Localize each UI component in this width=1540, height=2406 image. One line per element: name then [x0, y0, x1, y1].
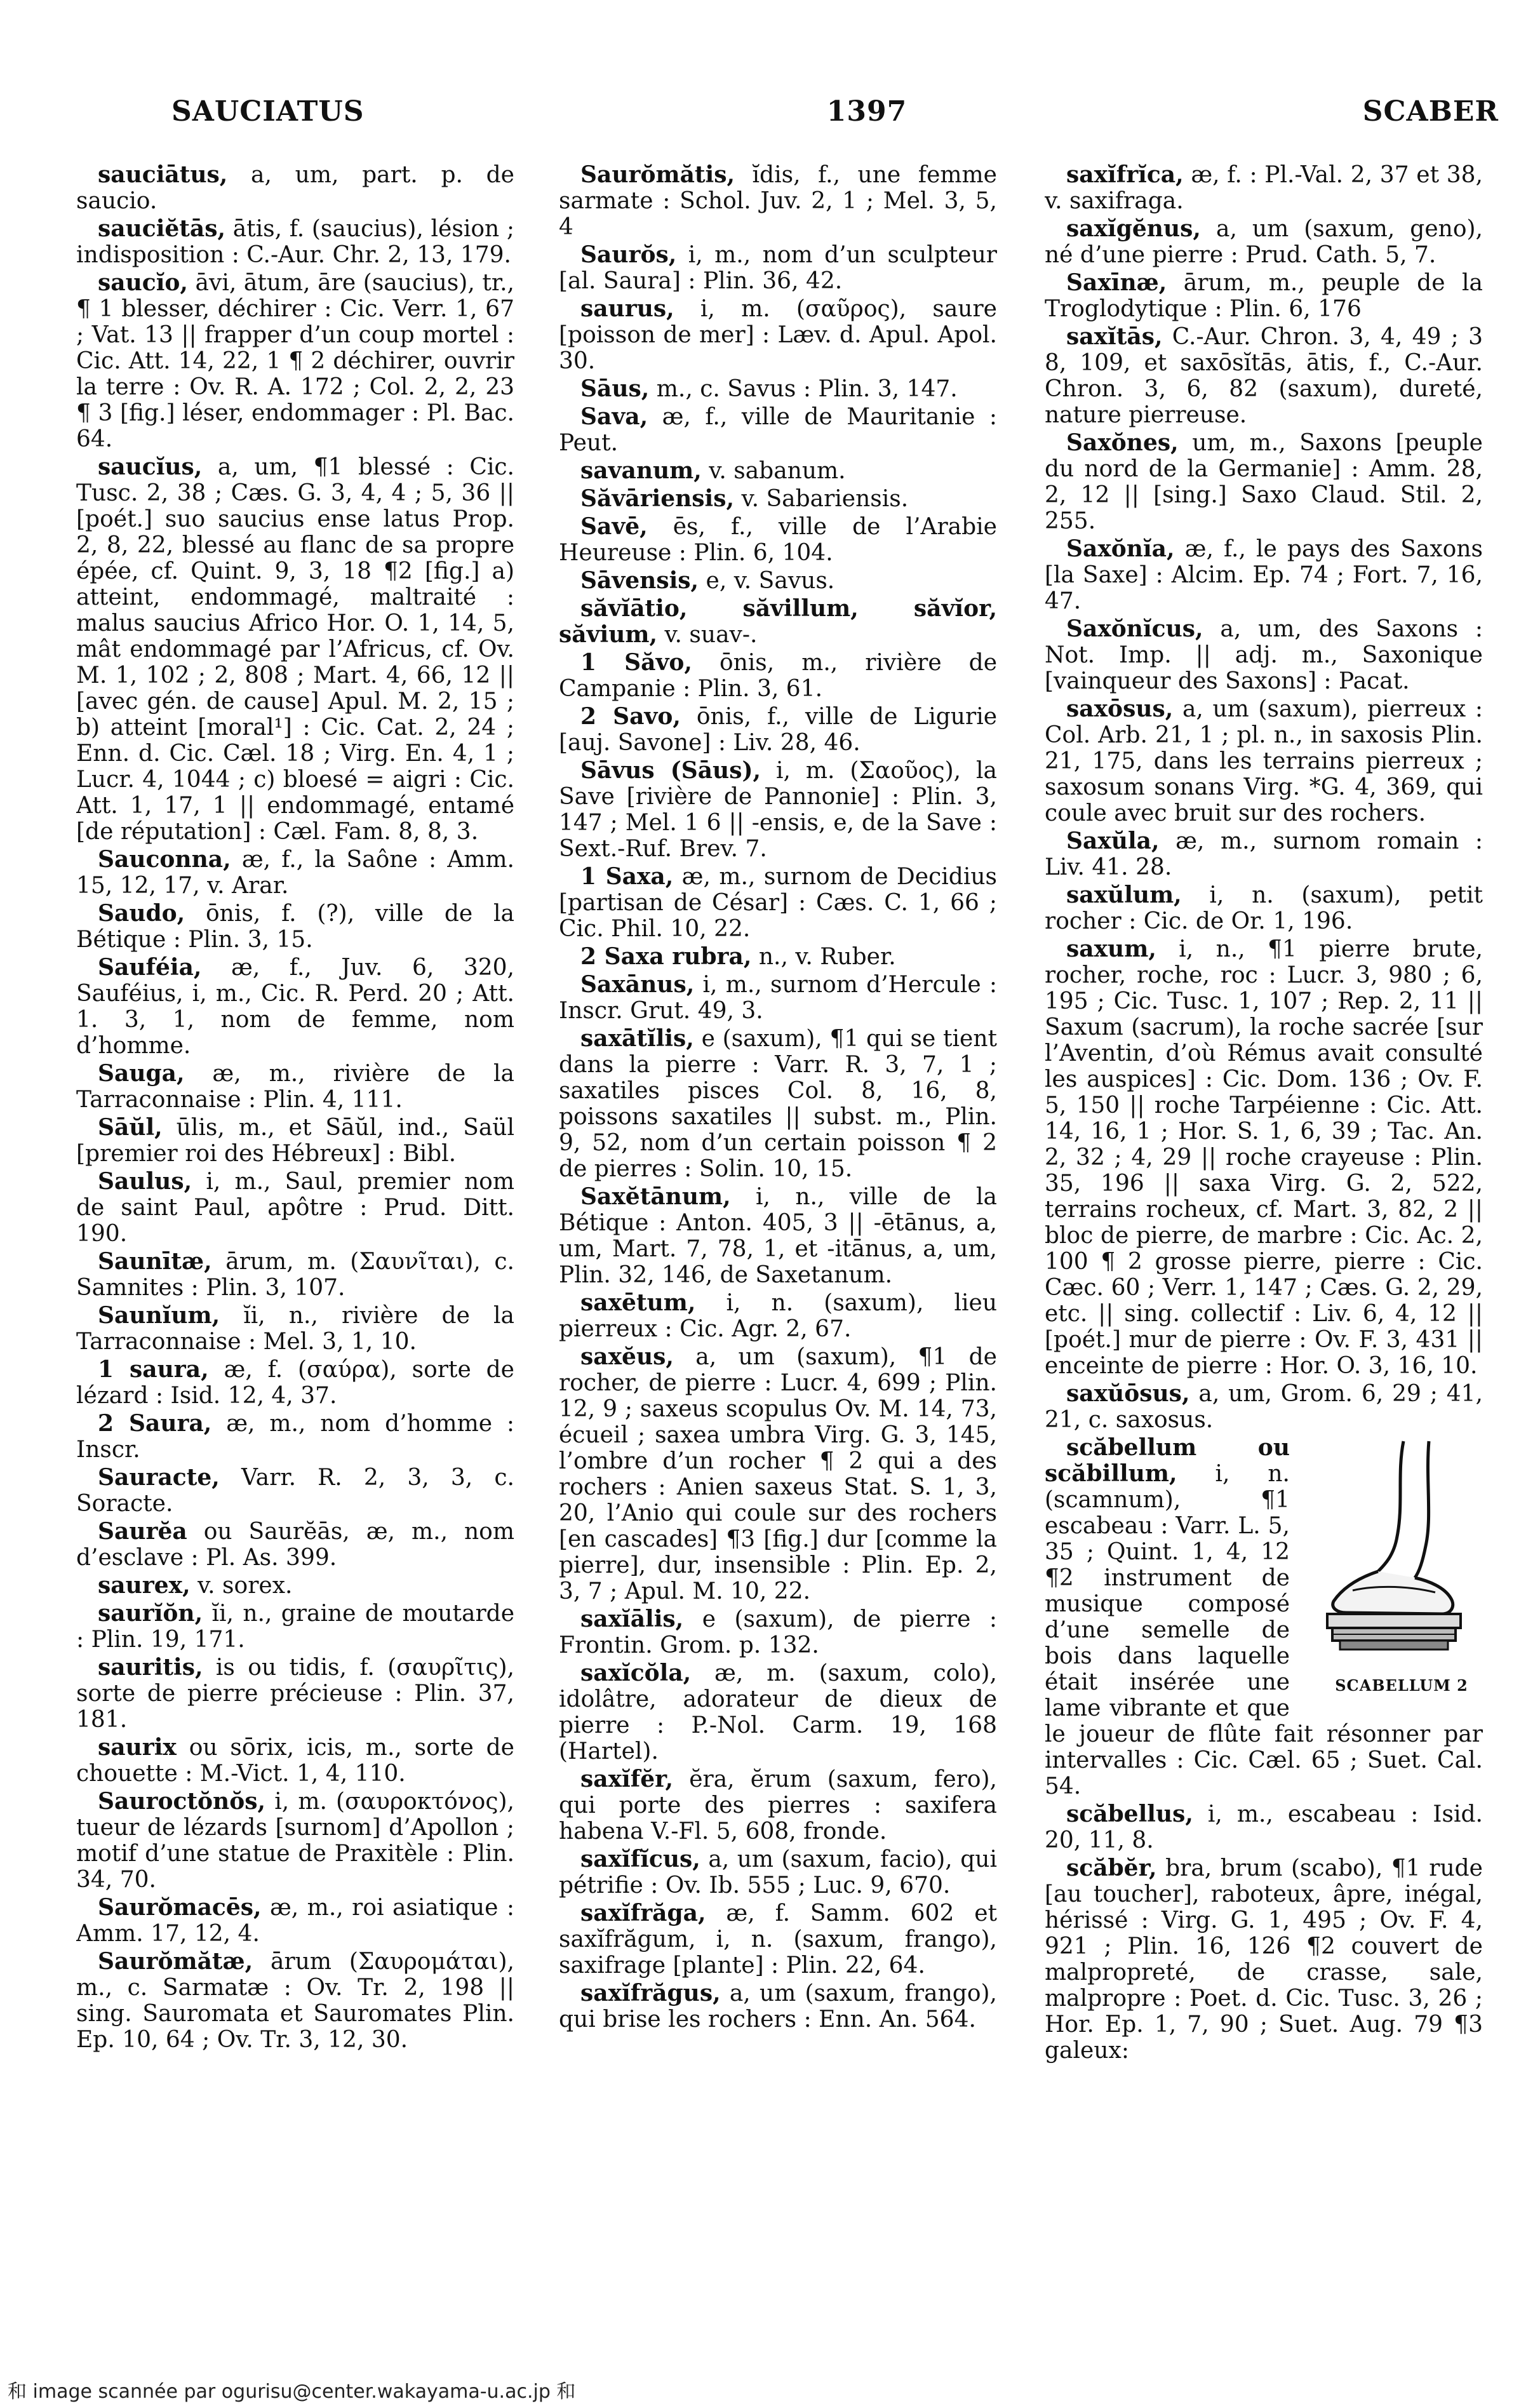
dictionary-entry [1045, 1801, 1483, 1853]
headword: săvĭātio, săvillum, săvĭor, săvium, [559, 595, 997, 648]
dictionary-entry [559, 514, 997, 566]
entry-definition: i, m., nom d’un sculpteur [al. Saura] : Plin. 36, 42. [559, 242, 997, 294]
headword: saxĭgĕnus, [1066, 215, 1201, 242]
headword: 2 Saxa rubra, [580, 943, 752, 970]
dictionary-entry [76, 270, 514, 452]
entry-definition: C.-Aur. Chron. 3, 4, 49 ; 3 8, 109, et saxōsĭtās, ātis, f., C.-Aur. Chron. 3, 6, 82 (saxum), dureté, nature pierreuse. [1045, 324, 1483, 428]
headword: savanum, [580, 457, 702, 484]
dictionary-entry [559, 404, 997, 456]
entry-definition: v. Sabariensis. [741, 486, 909, 512]
headword: Sāvus (Sāus), [580, 757, 761, 784]
entry-definition: a, um (saxum), pierreux : Col. Arb. 21, 1 ; pl. n., in saxosis Plin. 21, 175, dans les terrains pierreux ; saxosum sonans Virg. *G. 4, 369, qui coule avec bruit sur des rochers. [1045, 696, 1483, 826]
entry-definition: æ, f., la Saône : Amm. 15, 12, 17, v. Arar. [76, 847, 514, 899]
dictionary-entry [559, 568, 997, 594]
headword: saxĭtās, [1066, 323, 1163, 350]
dictionary-entry [76, 1061, 514, 1113]
entry-definition: a, um, part. p. de saucio. [76, 162, 514, 214]
entry-definition: ārum (Σαυρομάται), m., c. Sarmatæ : Ov. Tr. 2, 198 || sing. Sauromata et Sauromates Plin. Ep. 10, 64 ; Ov. Tr. 3, 12, 30. [76, 1949, 514, 2053]
dictionary-entry [559, 1026, 997, 1182]
entry-definition: e (saxum), ¶1 qui se tient dans la pierre : Varr. R. 3, 7, 1 ; saxatiles pisces Col. 8, 16, 8, poissons saxatiles || subst. m., Plin. 9, 52, nom d’un certain poisson ¶ 2 de pierres : Solin. 10, 15. [559, 1026, 997, 1182]
headword: saxōsus, [1066, 696, 1174, 722]
dictionary-entry [559, 1660, 997, 1764]
headword: Saunĭum, [98, 1302, 220, 1329]
entry-definition: æ, f. : Pl.-Val. 2, 37 et 38, v. saxifraga. [1045, 162, 1483, 214]
dictionary-entry [76, 1249, 514, 1301]
headword: saxum, [1066, 936, 1156, 962]
dictionary-entry [559, 1606, 997, 1658]
entry-definition: æ, f., le pays des Saxons [la Saxe] : Alcim. Ep. 74 ; Fort. 7, 16, 47. [1045, 536, 1483, 614]
entry-definition: i, n., ¶1 pierre brute, rocher, roche, roc : Lucr. 3, 980 ; 6, 195 ; Cic. Tusc. 1, 107 ; Rep. 2, 11 || Saxum (sacrum), la roche sacrée [sur l’Aventin, d’où Rémus avait consulté les auspices] : Cic. Dom. 136 ; Ov. F. 5, 150 || roche Tarpéienne : Cic. Att. 14, 16, 1 ; Hor. S. 1, 6, 39 ; Tac. An. 2, 32 ; 4, 29 || roche crayeuse : Plin. 35, 196 || saxa Virg. G. 2, 522, terrains rocheux, cf. Mart. 3, 82, 2 || bloc de pierre, de marbre : Cic. Ac. 2, 100 ¶ 2 grosse pierre, pierre : Cic. Cæc. 60 ; Verr. 1, 147 ; Cæs. G. 2, 29, etc. || sing. collectif : Liv. 6, 4, 12 || [poét.] mur de pierre : Ov. F. 3, 431 || enceinte de pierre : Hor. O. 3, 16, 10. [1045, 936, 1483, 1379]
entry-definition: v. suav-. [664, 622, 758, 648]
entry-definition: ēs, f., ville de l’Arabie Heureuse : Plin. 6, 104. [559, 514, 997, 566]
headword: Saurŏmătæ, [98, 1948, 253, 1975]
headword: saurex, [98, 1572, 191, 1599]
headword: Sauga, [98, 1060, 185, 1087]
dictionary-entry [76, 1789, 514, 1893]
dictionary-entry [1045, 324, 1483, 428]
entry-definition: æ, m., surnom de Decidius [partisan de César] : Cæs. C. 1, 66 ; Cic. Phil. 10, 22. [559, 864, 997, 942]
entry-definition: i, m. (Σαοῦος), la Save [rivière de Pannonie] : Plin. 3, 147 ; Mel. 1 6 || -ensis, e, de la Save : Sext.-Ruf. Brev. 7. [559, 758, 997, 862]
headword: Saurŏmacēs, [98, 1894, 262, 1921]
entry-definition: is ou tidis, f. (σαυρῖτις), sorte de pierre précieuse : Plin. 37, 181. [76, 1655, 514, 1733]
dictionary-entry [1045, 270, 1483, 322]
entry-definition: ātis, f. (saucius), lésion ; indisposition : C.-Aur. Chr. 2, 13, 179. [76, 216, 514, 268]
headword: 2 Saura, [98, 1410, 212, 1437]
entry-definition: v. sorex. [198, 1573, 293, 1599]
headword: Sauroctŏnŏs, [98, 1788, 266, 1815]
dictionary-entry [76, 901, 514, 953]
dictionary-entry [76, 1655, 514, 1733]
headword: Sāus, [580, 375, 650, 402]
headword: Saurŏs, [580, 241, 677, 268]
headword: Savē, [580, 513, 648, 540]
headword: Saxānus, [580, 971, 695, 998]
column-3 [1045, 162, 1483, 2309]
headword: Saulus, [98, 1168, 192, 1195]
entry-definition: æ, f. Samm. 602 et saxĭfrăgum, i, n. (saxum, frango), saxifrage [plante] : Plin. 22, 64. [559, 1900, 997, 1979]
entry-definition: ōnis, f., ville de Ligurie [auj. Savone] : Liv. 28, 46. [559, 704, 997, 756]
dictionary-entry [559, 1980, 997, 2033]
entry-definition: m., c. Savus : Plin. 3, 147. [656, 376, 958, 402]
entry-definition: i, n. (scamnum), ¶1 escabeau : Varr. L. 5, 35 ; Quint. 1, 4, 12 ¶2 instrument de musique composé d’une semelle de bois dans laquelle était insérée une lame vibrante et que le joueur de flûte fait résonner par intervalles : Cic. Cæl. 65 ; Suet. Cal. 54. [1045, 1461, 1483, 1799]
headword: saxŭōsus, [1066, 1380, 1190, 1407]
headword: sauciātus, [98, 162, 228, 188]
dictionary-entry [559, 972, 997, 1024]
entry-definition: æ, m., surnom romain : Liv. 41. 28. [1045, 828, 1483, 880]
dictionary-entry [559, 458, 997, 484]
dictionary-entry [1045, 536, 1483, 614]
headword: Saxīnæ, [1066, 269, 1167, 296]
headword: scăbellus, [1066, 1801, 1193, 1827]
dictionary-entry [76, 1601, 514, 1653]
entry-definition: a, um (saxum), ¶1 de rocher, de pierre : Lucr. 4, 699 ; Plin. 12, 9 ; saxeus scopulus Ov. M. 14, 73, écueil ; saxea umbra Virg. G. 3, 145, l’ombre d’un rocher ¶ 2 qui a des rochers : Anien saxeus Stat. S. 1, 3, 20, l’Anio qui coule sur des rochers [en cascades] ¶3 [fig.] dur [comme la pierre], dur, insensible : Plin. Ep. 2, 3, 7 ; Apul. M. 10, 22. [559, 1344, 997, 1604]
headword: saxĭfrĭca, [1066, 162, 1184, 188]
headword: saucĭus, [98, 454, 203, 480]
figure-caption: SCABELLUM 2 [1335, 1676, 1468, 1695]
dictionary-entry [1045, 1381, 1483, 1433]
entry-definition: n., v. Ruber. [758, 944, 896, 970]
entry-definition: i, m., surnom d’Hercule : Inscr. Grut. 49, 3. [559, 972, 997, 1024]
entry-definition: v. sabanum. [709, 458, 846, 484]
headword: Saxŏnĭcus, [1066, 615, 1203, 642]
dictionary-entry [76, 1169, 514, 1247]
headword: Saurŏmătis, [580, 162, 735, 188]
dictionary-entry [559, 1766, 997, 1845]
entry-definition: a, um, des Saxons : Not. Imp. || adj. m., Saxonique [vainqueur des Saxons] : Pacat. [1045, 616, 1483, 694]
dictionary-entry-scabellum [1045, 1435, 1483, 1799]
column-1 [76, 162, 514, 2309]
entry-definition: e, v. Savus. [706, 568, 835, 594]
entry-definition: a, um, ¶1 blessé : Cic. Tusc. 2, 38 ; Cæs. G. 3, 4, 4 ; 5, 36 || [poét.] suo saucius ense latus Prop. 2, 8, 22, blessé au flanc de sa propre épée, cf. Quint. 9, 3, 18 ¶2 [fig.] a) atteint, endommagé, maltraité : malus saucius Africo Hor. O. 1, 14, 5, mât endommagé par l’Africus, cf. Ov. M. 1, 102 ; 2, 808 ; Mart. 4, 66, 12 || [avec gén. de cause] Apul. M. 2, 15 ; b) atteint [moral¹] : Cic. Cat. 2, 24 ; Enn. d. Cic. Cæl. 18 ; Virg. En. 4, 1 ; Lucr. 4, 1044 ; c) bloesé = aigri : Cic. Att. 1, 17, 1 || endommagé, entamé [de réputation] : Cæl. Fam. 8, 8, 3. [76, 454, 514, 845]
entry-definition: e (saxum), de pierre : Frontin. Grom. p. 132. [559, 1606, 997, 1658]
headword: Saxŏnĭa, [1066, 535, 1175, 562]
headword: Sauféia, [98, 954, 202, 981]
headword: sauritis, [98, 1654, 203, 1681]
entry-definition: i, m. (σαῦρος), saure [poisson de mer] : Læv. d. Apul. Apol. 30. [559, 296, 997, 374]
entry-definition: æ, m. (saxum, colo), idolâtre, adorateur de dieux de pierre : P.-Nol. Carm. 19, 168 (Hartel). [559, 1660, 997, 1764]
dictionary-entry [559, 704, 997, 756]
headword: saxĭfĭcus, [580, 1846, 700, 1872]
headword: Saurĕa [98, 1518, 187, 1545]
entry-definition: i, m. (σαυροκτόνος), tueur de lézards [surnom] d’Apollon ; motif d’une statue de Praxitèle : Plin. 34, 70. [76, 1789, 514, 1893]
dictionary-entry [76, 1357, 514, 1409]
headword: Saxĕtānum, [580, 1183, 731, 1210]
dictionary-entry [559, 486, 997, 512]
entry-definition: i, m., Saul, premier nom de saint Paul, apôtre : Prud. Ditt. 190. [76, 1169, 514, 1247]
dictionary-entry [76, 454, 514, 845]
headword: saurĭŏn, [98, 1600, 203, 1627]
headword: Sauracte, [98, 1464, 220, 1491]
running-head-left: SAUCIATUS [171, 95, 365, 128]
entry-definition: a, um (saxum, facio), qui pétrifie : Ov. Ib. 555 ; Luc. 9, 670. [559, 1846, 997, 1899]
dictionary-entry [1045, 162, 1483, 214]
headword: Saxŭla, [1066, 828, 1160, 854]
page-number: 1397 [826, 95, 907, 128]
scabellum-illustration [1308, 1435, 1473, 1670]
headword: saxātĭlis, [580, 1025, 694, 1052]
headword: saurus, [580, 295, 674, 322]
headword: saxŭlum, [1066, 882, 1182, 908]
entry-definition: æ, f., ville de Mauritanie : Peut. [559, 404, 997, 456]
entry-definition: ou Saurĕās, æ, m., nom d’esclave : Pl. As. 399. [76, 1519, 514, 1571]
headword: saxĭfĕr, [580, 1766, 674, 1792]
headword: saxĭfrăga, [580, 1900, 706, 1926]
entry-definition: ĭi, n., graine de moutarde : Plin. 19, 171. [76, 1601, 514, 1653]
headword: Saxŏnes, [1066, 429, 1179, 456]
entry-definition: Varr. R. 2, 3, 3, c. Soracte. [76, 1465, 514, 1517]
scan-credit: 和 image scannée par ogurisu@center.wakayama-u.ac.jp 和 [8, 2381, 576, 2403]
entry-definition: ou sōrix, icis, m., sorte de chouette : M.-Vict. 1, 4, 110. [76, 1735, 514, 1787]
dictionary-entry [76, 162, 514, 214]
dictionary-entry [1045, 616, 1483, 694]
dictionary-entry [559, 162, 997, 240]
dictionary-entry [76, 1115, 514, 1167]
dictionary-entry [559, 758, 997, 862]
headword: scăbĕr, [1066, 1855, 1157, 1881]
entry-definition: æ, f., Juv. 6, 320, Sauféius, i, m., Cic. R. Perd. 20 ; Att. 1. 3, 1, nom de femme, nom d’homme. [76, 955, 514, 1059]
entry-definition: ĭi, n., rivière de la Tarraconnaise : Mel. 3, 1, 10. [76, 1303, 514, 1355]
page-header [171, 95, 1499, 146]
entry-definition: i, n. (saxum), petit rocher : Cic. de Or. 1, 196. [1045, 882, 1483, 934]
headword: 1 Saxa, [580, 863, 674, 890]
dictionary-entry [76, 1465, 514, 1517]
dictionary-entry [76, 216, 514, 268]
dictionary-entry [559, 376, 997, 402]
entry-definition: bra, brum (scabo), ¶1 rude [au toucher], raboteux, âpre, inégal, hérissé : Virg. G. 1, 495 ; Ov. F. 4, 921 ; Plin. 16, 126 ¶2 couvert de malpropreté, de crasse, sale, malpropre : Poet. d. Cic. Tusc. 3, 26 ; Hor. Ep. 1, 7, 90 ; Suet. Aug. 79 ¶3 galeux: [1045, 1855, 1483, 2064]
entry-definition: æ, m., nom d’homme : Inscr. [76, 1411, 514, 1463]
dictionary-entry [559, 1846, 997, 1899]
entry-definition: æ, m., rivière de la Tarraconnaise : Plin. 4, 111. [76, 1061, 514, 1113]
headword: saxētum, [580, 1289, 696, 1316]
entry-definition: ōnis, f. (?), ville de la Bétique : Plin. 3, 15. [76, 901, 514, 953]
headword: 1 saura, [98, 1356, 209, 1383]
dictionary-entry [76, 1519, 514, 1571]
headword: Sāvensis, [580, 567, 699, 594]
headword: 1 Săvo, [580, 649, 692, 676]
entry-definition: a, um (saxum, frango), qui brise les rochers : Enn. An. 564. [559, 1980, 997, 2033]
entry-definition: ūlis, m., et Sāŭl, ind., Saül [premier roi des Hébreux] : Bibl. [76, 1115, 514, 1167]
dictionary-entry [559, 864, 997, 942]
dictionary-columns [76, 162, 1499, 2309]
entry-definition: i, n., ville de la Bétique : Anton. 405, 3 || -ētānus, a, um, Mart. 7, 78, 1, et -itānus, a, um, Plin. 32, 146, de Saxetanum. [559, 1184, 997, 1288]
entry-definition: um, m., Saxons [peuple du nord de la Germanie] : Amm. 28, 2, 12 || [sing.] Saxo Claud. Stil. 2, 255. [1045, 430, 1483, 534]
entry-definition: ārum, m. (Σαυνῖται), c. Samnites : Plin. 3, 107. [76, 1249, 514, 1301]
entry-definition: ōnis, m., rivière de Campanie : Plin. 3, 61. [559, 650, 997, 702]
headword: saxĭfrăgus, [580, 1980, 721, 2006]
headword: Sāŭl, [98, 1114, 163, 1141]
dictionary-entry [76, 955, 514, 1059]
headword: saurix [98, 1734, 177, 1761]
entry-definition: a, um (saxum, geno), né d’une pierre : Prud. Cath. 5, 7. [1045, 216, 1483, 268]
entry-definition: ārum, m., peuple de la Troglodytique : Plin. 6, 176 [1045, 270, 1483, 322]
entry-definition: æ, m., roi asiatique : Amm. 17, 12, 4. [76, 1895, 514, 1947]
dictionary-entry [1045, 430, 1483, 534]
scabellum-figure [1299, 1435, 1483, 1702]
entry-definition: ĭdis, f., une femme sarmate : Schol. Juv. 2, 1 ; Mel. 3, 5, 4 [559, 162, 997, 240]
dictionary-entry [559, 1900, 997, 1979]
headword: saucĭo, [98, 269, 188, 296]
headword: saxĭcŏla, [580, 1660, 692, 1686]
dictionary-entry [1045, 696, 1483, 826]
dictionary-entry [76, 1735, 514, 1787]
dictionary-entry [1045, 828, 1483, 880]
dictionary-entry [76, 847, 514, 899]
running-head-right: SCABER [1362, 95, 1499, 128]
entry-definition: āvi, ātum, āre (saucius), tr., ¶ 1 blesser, déchirer : Cic. Verr. 1, 67 ; Vat. 13 || frapper d’un coup mortel : Cic. Att. 14, 22, 1 ¶ 2 déchirer, ouvrir la terre : Ov. R. A. 172 ; Col. 2, 2, 23 ¶ 3 [fig.] léser, endommager : Pl. Bac. 64. [76, 270, 514, 452]
headword: 2 Savo, [580, 703, 681, 730]
headword: Săvāriensis, [580, 485, 735, 512]
dictionary-entry [559, 650, 997, 702]
dictionary-entry [1045, 216, 1483, 268]
dictionary-entry [559, 944, 997, 970]
dictionary-entry [559, 242, 997, 294]
headword: saxĕus, [580, 1343, 674, 1370]
dictionary-entry [559, 596, 997, 648]
column-2 [559, 162, 997, 2309]
dictionary-entry [76, 1949, 514, 2053]
headword: Sauconna, [98, 846, 231, 873]
dictionary-entry [559, 1344, 997, 1604]
headword: scăbellum ou scăbillum, [1045, 1434, 1290, 1487]
dictionary-entry [559, 1184, 997, 1288]
dictionary-entry [1045, 936, 1483, 1379]
headword: Saunītæ, [98, 1248, 212, 1275]
headword: Saudo, [98, 900, 185, 927]
entry-definition: i, n. (saxum), lieu pierreux : Cic. Agr. 2, 67. [559, 1290, 997, 1342]
dictionary-entry [76, 1411, 514, 1463]
entry-definition: a, um, Grom. 6, 29 ; 41, 21, c. saxosus. [1045, 1381, 1483, 1433]
entry-definition: i, m., escabeau : Isid. 20, 11, 8. [1045, 1801, 1483, 1853]
headword: Sava, [580, 403, 648, 430]
headword: saxĭālis, [580, 1606, 684, 1632]
dictionary-entry [76, 1573, 514, 1599]
dictionary-entry [1045, 1855, 1483, 2064]
dictionary-entry [76, 1303, 514, 1355]
dictionary-entry [76, 1895, 514, 1947]
entry-definition: æ, f. (σαύρα), sorte de lézard : Isid. 12, 4, 37. [76, 1357, 514, 1409]
dictionary-entry [559, 296, 997, 374]
dictionary-entry [1045, 882, 1483, 934]
dictionary-entry [559, 1290, 997, 1342]
headword: sauciĕtās, [98, 215, 226, 242]
entry-definition: ĕra, ĕrum (saxum, fero), qui porte des pierres : saxifera habena V.-Fl. 5, 608, fronde. [559, 1766, 997, 1845]
